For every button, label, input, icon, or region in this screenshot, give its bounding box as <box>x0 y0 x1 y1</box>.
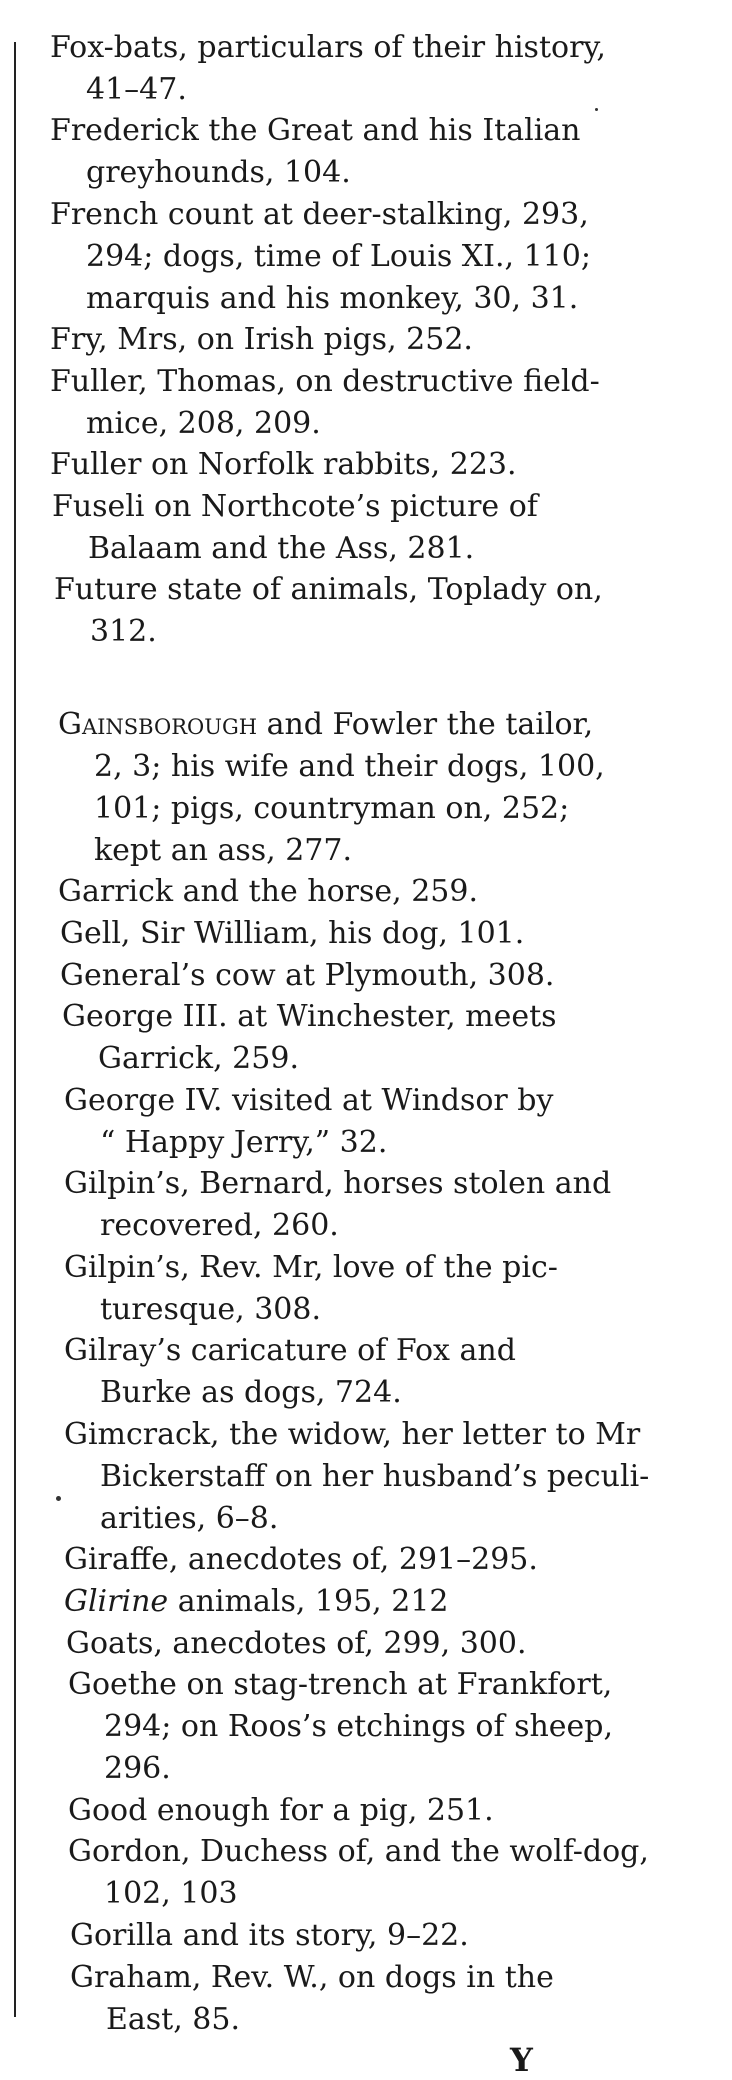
entry-heading-line <box>50 110 670 152</box>
entry-heading-line <box>64 1247 684 1289</box>
entry-text: Balaam and the Ass, 281. <box>88 531 475 566</box>
index-entry-good-enough <box>68 1790 688 1832</box>
entry-heading-line <box>64 1581 684 1623</box>
entry-heading-line <box>64 1539 684 1581</box>
entry-continuation-line <box>54 611 674 653</box>
index-entry-goats <box>66 1623 686 1665</box>
entry-continuation-line <box>68 1873 688 1915</box>
entry-text: Gilpin’s, Bernard, horses stolen and <box>64 1166 612 1201</box>
entry-text: Fuseli on Northcote’s picture of <box>52 489 538 524</box>
entry-text: greyhounds, 104. <box>86 155 351 190</box>
entry-heading-line <box>66 1623 686 1665</box>
entry-heading-line <box>50 444 670 486</box>
entry-continuation-line <box>68 1706 688 1748</box>
entry-text: Fuller on Norfolk rabbits, 223. <box>50 447 517 482</box>
entry-text: 294; on Roos’s etchings of sheep, <box>104 1709 614 1744</box>
entry-lead-italic: Glirine <box>64 1584 169 1619</box>
entry-lead-small-caps: Gainsborough <box>58 707 258 742</box>
index-entry-gimcrack <box>64 1414 684 1540</box>
index-entry-frederick <box>50 110 670 194</box>
index-entry-gell <box>60 913 680 955</box>
entry-heading-line <box>50 319 670 361</box>
entry-text: George III. at Winchester, meets <box>62 999 557 1034</box>
signature-mark: Y <box>510 2041 533 2079</box>
entry-text: animals, 195, 212 <box>168 1584 449 1619</box>
entry-heading-line <box>70 1915 690 1957</box>
entry-text: 296. <box>104 1751 171 1786</box>
entry-text: Giraffe, anecdotes of, 291–295. <box>64 1542 538 1577</box>
entry-text: Graham, Rev. W., on dogs in the <box>70 1960 554 1995</box>
entry-continuation-line <box>64 1205 684 1247</box>
entry-text: 2, 3; his wife and their dogs, 100, <box>94 749 605 784</box>
entry-continuation-line <box>64 1122 684 1164</box>
entry-text: Fuller, Thomas, on destructive field- <box>50 364 600 399</box>
index-entry-french-count <box>50 194 670 320</box>
entry-text: Future state of animals, Toplady on, <box>54 572 603 607</box>
index-entry-gilpin-bernard <box>64 1163 684 1247</box>
entry-continuation-line <box>50 236 670 278</box>
index-entry-fox-bats <box>50 27 670 111</box>
entry-continuation-line <box>64 1456 684 1498</box>
index-entry-fuller-thomas <box>50 361 670 445</box>
entry-heading-line <box>58 704 678 746</box>
entry-continuation-line <box>64 1289 684 1331</box>
entry-text: Garrick, 259. <box>98 1041 299 1076</box>
entry-continuation-line <box>58 830 678 872</box>
entry-text: “ Happy Jerry,” 32. <box>100 1125 388 1160</box>
entry-text: Bickerstaff on her husband’s peculi- <box>100 1459 650 1494</box>
entry-text: turesque, 308. <box>100 1292 322 1327</box>
entry-continuation-line <box>50 403 670 445</box>
entry-heading-line <box>64 1414 684 1456</box>
entry-text: 102, 103 <box>104 1876 238 1911</box>
entry-text: Fox-bats, particulars of their history, <box>50 30 606 65</box>
entry-heading-line <box>52 486 672 528</box>
index-entry-graham <box>70 1957 690 2041</box>
entry-heading-line <box>70 1957 690 1999</box>
entry-continuation-line <box>68 1748 688 1790</box>
index-entry-glirine <box>64 1581 684 1623</box>
entry-text: Goats, anecdotes of, 299, 300. <box>66 1626 527 1661</box>
index-entry-gilray <box>64 1330 684 1414</box>
index-entry-gorilla <box>70 1915 690 1957</box>
entry-text: French count at deer-stalking, 293, <box>50 197 589 232</box>
entry-heading-line <box>50 194 670 236</box>
entry-text: Goethe on stag-trench at Frankfort, <box>68 1667 613 1702</box>
entry-text: and Fowler the tailor, <box>257 707 594 742</box>
entry-text: George IV. visited at Windsor by <box>64 1083 554 1118</box>
entry-text: Gorilla and its story, 9–22. <box>70 1918 469 1953</box>
entry-text: Burke as dogs, 724. <box>100 1375 402 1410</box>
index-entry-giraffe <box>64 1539 684 1581</box>
entry-text: East, 85. <box>106 2002 241 2037</box>
entry-heading-line <box>64 1163 684 1205</box>
entry-heading-line <box>58 871 678 913</box>
entry-text: Gilpin’s, Rev. Mr, love of the pic- <box>64 1250 558 1285</box>
index-entry-fry <box>50 319 670 361</box>
entry-heading-line <box>50 27 670 69</box>
entry-continuation-line <box>50 152 670 194</box>
entry-heading-line <box>68 1790 688 1832</box>
entry-heading-line <box>64 1330 684 1372</box>
entry-heading-line <box>64 1080 684 1122</box>
entry-text: Gimcrack, the widow, her letter to Mr <box>64 1417 641 1452</box>
index-entry-future-state <box>54 569 674 653</box>
entry-heading-line <box>62 996 682 1038</box>
index-entry-gainsborough <box>58 704 678 872</box>
entry-continuation-line <box>64 1372 684 1414</box>
entry-continuation-line <box>64 1498 684 1540</box>
entry-text: Garrick and the horse, 259. <box>58 874 478 909</box>
entry-text: kept an ass, 277. <box>94 833 353 868</box>
entry-heading-line <box>68 1831 688 1873</box>
entry-heading-line <box>50 361 670 403</box>
entry-text: General’s cow at Plymouth, 308. <box>60 958 555 993</box>
index-entry-goethe <box>68 1664 688 1790</box>
entry-text: arities, 6–8. <box>100 1501 279 1536</box>
entry-text: 101; pigs, countryman on, 252; <box>94 791 570 826</box>
entry-continuation-line <box>70 1999 690 2041</box>
index-entry-gilpin-rev <box>64 1247 684 1331</box>
entry-heading-line <box>54 569 674 611</box>
index-entry-fuseli <box>52 486 672 570</box>
entry-continuation-line <box>58 788 678 830</box>
entry-text: Frederick the Great and his Italian <box>50 113 581 148</box>
entry-text: mice, 208, 209. <box>86 406 321 441</box>
entry-text: Gilray’s caricature of Fox and <box>64 1333 516 1368</box>
entry-heading-line <box>60 955 680 997</box>
entry-continuation-line <box>50 69 670 111</box>
entry-heading-line <box>68 1664 688 1706</box>
index-entry-generals-cow <box>60 955 680 997</box>
entry-text: Good enough for a pig, 251. <box>68 1793 494 1828</box>
entry-text: Gell, Sir William, his dog, 101. <box>60 916 525 951</box>
entry-text: Fry, Mrs, on Irish pigs, 252. <box>50 322 473 357</box>
entry-text: Gordon, Duchess of, and the wolf-dog, <box>68 1834 649 1869</box>
entry-heading-line <box>60 913 680 955</box>
entry-text: 41–47. <box>86 72 187 107</box>
entry-continuation-line <box>52 528 672 570</box>
index-entry-george-iv <box>64 1080 684 1164</box>
entry-text: marquis and his monkey, 30, 31. <box>86 281 579 316</box>
index-entry-george-iii <box>62 996 682 1080</box>
index-entry-garrick <box>58 871 678 913</box>
entry-text: recovered, 260. <box>100 1208 339 1243</box>
entry-text: 294; dogs, time of Louis XI., 110; <box>86 239 591 274</box>
entry-text: 312. <box>90 614 157 649</box>
entry-continuation-line <box>62 1038 682 1080</box>
entry-continuation-line <box>50 278 670 320</box>
entry-continuation-line <box>58 746 678 788</box>
index-entry-fuller-norfolk <box>50 444 670 486</box>
index-entry-gordon <box>68 1831 688 1915</box>
